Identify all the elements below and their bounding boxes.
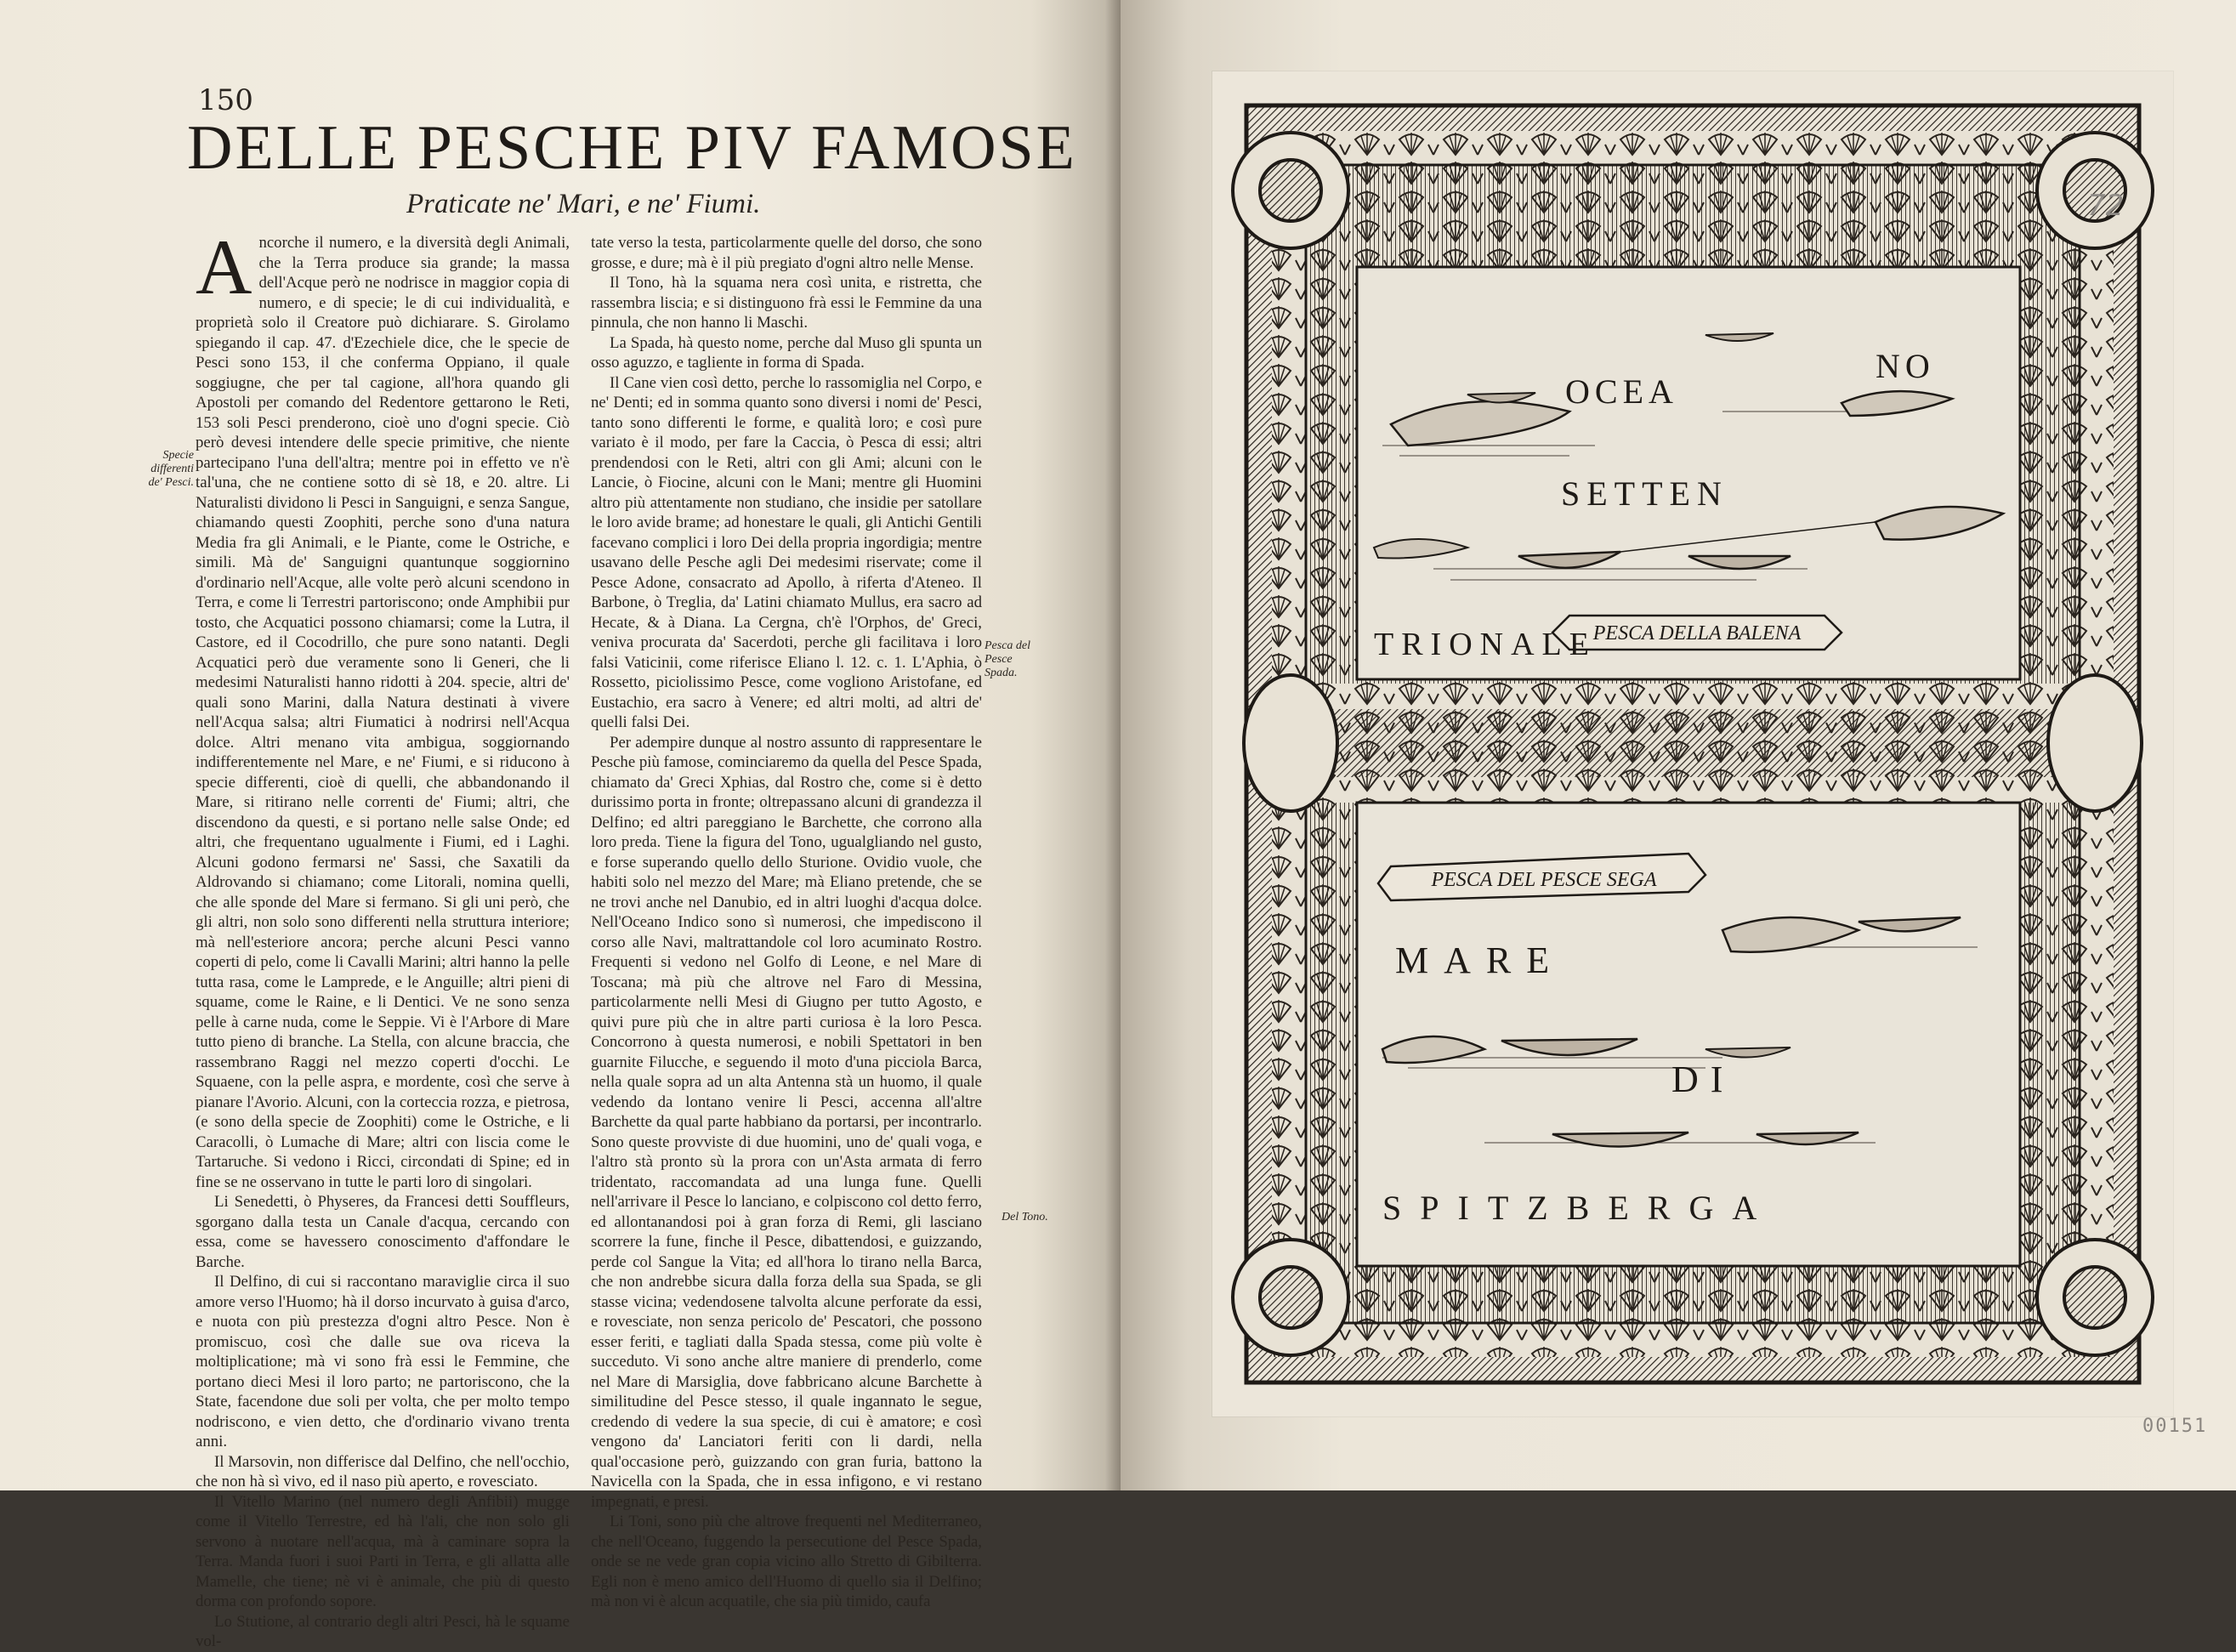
margin-note-swordfish: Pesca del Pesce Spada. [985,639,1031,679]
upper-plate [1357,267,2020,679]
paragraph: Per adempire dunque al nostro assunto di rappresentare le Pesche più famose, cominciaremo da quella del Pesce Spada, chiamato da' Greci Xphias, dal Rostro che, come si è detto durissimo porta in fronte; oltrepassano alcuni di grandezza il Delfino; ed altri pareggiano le Barchette, che corrono alla loro preda. Tiene la figura del Tono, ugualgliando nel gusto, e forse superando quello dello Sturione. Ovidio vuole, che habiti solo nel mezzo del Mare; mà Eliano pretende, che se ne trovi anche nel Danubio, ed in altri luoghi d'acqua dolce. Nell'Oceano Indico sono sì numerosi, che impediscono il corso alle Navi, maltrattandole col loro acuminato Rostro. Frequenti si vedono nel Golfo di Leone, e nel Mare di Toscana; mà più che altrove nel Faro di Messina, particolarmente nelli Mesi di Giugno per tutto Agosto, e quivi pure più che in altre parti curiosa è la loro Pesca. Concorrono à questa numerosi, e nobili Spettatori in ben guarnite Filucche, e seguendo il moto d'una picciola Barca, nella quale sopra ad un alta Antenna stà un huomo, il quale vedendo da lontano venire li Pesci, accenna all'altre Barchette da qual parte habbiano da portarsi, per incontrarlo. Sono queste provviste di due huomini, uno de' quali voga, e l'altro stà pronto sù la prora con un'Asta armata di ferro tridentato, raccomandata ad una lunga fune. Quelli nell'arrivare il Pesce lo lanciano, e colpiscono col detto ferro, ed allontanandosi poi à gran forza di Remi, gli lasciano scorrere la fune, finche il Pesce, dibattendosi, e guizzando, perde col Sangue la Vita; ed all'hora lo tirano nella Barca, che non andrebbe sicura dalla forza della sua Spada, se gli stasse vicina; vedendosene talvolta alcune perforate da essi, e rovesciate, non senza pericolo de' Pescatori, che possono esser feriti, e tagliati dalla Spada stessa, come più volte è succeduto. Vi sono anche altre maniere di prenderlo, come nel Mare di Marsiglia, dove fabbricano alcune Barchette à similitudine del Pesce stesso, il quale ingannato le segue, credendo di vedere la sua specie, di cui è amatore; e così vengono da' Lanciatori feriti con li dardi, nella qual'occasione però, guizzando con gran furia, battono la Navicella con la Spada, che in essa infigono, e vi restano impegnati, e presi. [591,733,982,1511]
lower-word-3: SPITZBERGA [1382,1189,1776,1227]
paragraph: Il Tono, hà la squama nera così unita, e ristretta, che rassembra liscia; e si distinguono frà essi le Femmine da una pinnula, che non hanno li Maschi. [591,274,982,332]
engraving-plate [1212,71,2173,1416]
lower-word-2: DI [1671,1059,1735,1100]
paragraph: tate verso la testa, particolarmente quelle del dorso, che sono grosse, e dure; mà è il più pregiato d'ogni altro nelle Mense. [591,234,982,272]
page-title: DELLE PESCHE PIV FAMOSE [187,113,1077,183]
paragraph: Li Senedetti, ò Physeres, da Francesi detti Souffleurs, sgorgano dalla testa un Canale d'acqua, cercando con essa, come se havessero conoscimento d'affondare le Barche. [196,1193,570,1271]
lower-banner: PESCA DEL PESCE SEGA [1431,869,1657,891]
paragraph: Il Vitello Marino (nel numero degli Anfibii) mugge come il Vitello Terrestre, ed hà l'ali, che non solo gli servono à nuotare nell'acqua, mà à caminare sopra la Terra. Manda fuori i suoi Parti in Terra, e gli allatta alle Mamelle, che tiene; nè vi è animale, che più di questo dorma con profondo sopore. [196,1492,570,1610]
page-number: 150 [198,83,253,117]
paragraph: Ancorche il numero, e la diversità degli Animali, che la Terra produce sia grande; la massa dell'Acque però ne nodrisce in maggior copia di numero, e di specie; le di cui individualità, e proprietà solo il Creatore può dichiarare. S. Girolamo spiegando il cap. 47. d'Ezechiele dice, che le specie de Pesci sono 153, il che conferma Oppiano, il quale soggiugne, che per tal cagione, all'hora quando gli Apostoli per comando del Redentore gettarono le Reti, 153 soli Pesci prenderono, cioè uno d'ogni specie. Ciò però devesi intendere delle specie primitive, che niente partecipano l'una dell'altra; mentre poi in effetto ve n'è tal'una, che ne contiene sotto di sè 18, e 20. altre. Li Naturalisti dividono li Pesci in Sanguigni, e senza Sangue, chiamando questi Zoophiti, perche sono d'una natura Media fra gli Animali, e le Piante, come le Ostriche, e simili. Mà de' Sanguigni quantunque soggiornino d'ordinario nell'Acque, alle volte però alcuni scendono in Terra, e come li Terrestri partoriscono; onde Amphibii pur tosto, che Acquatici possono chiamarsi; come la Lutra, il Castore, ed il Cocodrillo, che pure sono natanti. Degli Acquatici però due veramente sono li Generi, che li medesimi Naturalisti hanno ridotti à 204. specie, altri de' quali sono Marini, dalla Natura destinati à vivere nell'Acqua salsa; altri Fiumatici à nodrirsi nell'Acqua dolce. Altri menano vita ambigua, soggiornando indifferentemente nel Mare, e ne' Fiumi, e si riducono à specie differenti, cioè di quelli, che abbandonando il Mare, si ritirano nelle correnti de' Fiumi; altri, che discendono da questi, e si portano nelle salse Onde; ed altri, che frequentano ugualmente i Fiumi, ed i Laghi. Alcuni godono fermarsi ne' Sassi, che Saxatili da Aldrovando si chiamano; come Litorali, nomina quelli, che alle sponde del Mare si fermano. Si gli uni però, che gli altri, non solo sono differenti nella struttura interiore; mà nell'esteriore ancora; perche alcuni Pesci vanno coperti di pelo, come li Cavalli Marini; altri hanno la pelle tutta rasa, come le Lamprede, e le Anguille; altri pieni di squame, come le Raine, e li Dentici. Ve ne sono senza pelle à carne nuda, come le Seppie. Vi è l'Arbore di Mare tutto pieno di branche. La Stella, con alcune braccia, che rassembrano Raggi nel mezzo coperti d'occhi. Le Squaene, con la pelle aspra, e mordente, così che serve à pianare l'Avorio. Alcuni, con la corteccia rozza, e pietrosa, (e sono della specie de Zoophiti) come le Ostriche, e li Caracolli, ò Lumache di Mare; altri con liscia come le Tartaruche. Si vedono i Ricci, circondati di Spine; ed in fine se ne osservano in tutte le parti loro di singolari. [196,224,570,1191]
paragraph: Il Marsovin, non differisce dal Delfino, che nell'occhio, che non hà sì vivo, ed il naso più aperto, e rovesciato. [196,1452,570,1490]
lower-plate [1357,803,2020,1266]
text-column-1 [196,224,570,1652]
upper-word-1: OCEA [1565,372,1678,411]
stamped-number: 00151 [2142,1416,2208,1437]
upper-word-2: NO [1876,347,1935,385]
paragraph: Lo Stutione, al contrario degli altri Pesci, hà le squame vol- [196,1612,570,1650]
margin-note-tuna: Del Tono. [1002,1211,1048,1223]
upper-banner: PESCA DELLA BALENA [1592,622,1802,644]
upper-word-3: SETTEN [1561,474,1728,513]
paragraph: La Spada, hà questo nome, perche dal Muso gli spunta un osso aguzzo, e tagliente in forma di Spada. [591,333,982,372]
upper-word-4: TRIONALE [1374,627,1597,662]
drop-cap: A [196,224,253,310]
page-subtitle: Praticate ne' Mari, e ne' Fiumi. [406,189,761,219]
paragraph: Il Delfino, di cui si raccontano maraviglie circa il suo amore verso l'Huomo; hà il dorso incurvato à guisa d'arco, e nuota con più prestezza d'ogni altro Pesce. Non è promiscuo, così che dalle sue ova riceva la moltiplicatione; mà vi sono frà essi le Femmine, che portano dieci Mesi il loro parto; ne partoriscono, che la State, facendone due soli per volta, che per molto tempo nodriscono, e vien detto, che d'ordinario vivano trenta anni. [196,1273,570,1450]
lower-word-1: MARE [1395,940,1565,981]
text-column-2 [591,233,982,1612]
paragraph: Li Toni, sono più che altrove frequenti nel Mediterraneo, che nell'Oceano, fuggendo la persecutione del Pesce Spada, onde se ne vede gran copia vicino allo Stretto di Gibilterra. Egli non è meno amico dell'Huomo di quello sia il Delfino; mà non vi è alcun acquatile, che sia più timido, caufa [591,1513,982,1610]
margin-note-species: Specie differenti de' Pesci. [148,449,194,489]
paragraph: Il Cane vien così detto, perche lo rassomiglia nel Corpo, e ne' Denti; ed in somma quanto sono diversi i nomi de' Pesci, tanto sono differenti le forme, e qualità loro; e così pure variato è il modo, per fare la Caccia, ò Pesca di essi; altri prendendosi con le Reti, altri con gli Ami; alcuni con le Lancie, ò Fiocine, alcuni con le Mani; mentre gli Huomini altro più attentamente non studiano, che insidie per satollare le loro avide brame; ad honestare le quali, gli Antichi Gentili facevano complici i loro Dei della propria ingordigia; mentre usavano delle Pesche agli Dei medesimi riservate; come il Pesce Adone, consacrato ad Apollo, à riferta d'Ateneo. Il Barbone, ò Treglia, da' Latini chiamato Mullus, era sacro ad Hecate, & à Diana. La Cergna, ch'è l'Orphos, de' Greci, veniva procurata da' Sacerdoti, perche gli facilitava i loro falsi Vaticinii, come riferisce Eliano l. 12. c. 1. L'Aphia, ò Rossetto, piciolissimo Pesce, come vogliono Aristofane, ed Eustachio, era sacro à Venere; ed altri molti, ad altri de' quelli falsi Dei. [591,373,982,731]
pencil-folio-number: 72 [2087,189,2125,223]
